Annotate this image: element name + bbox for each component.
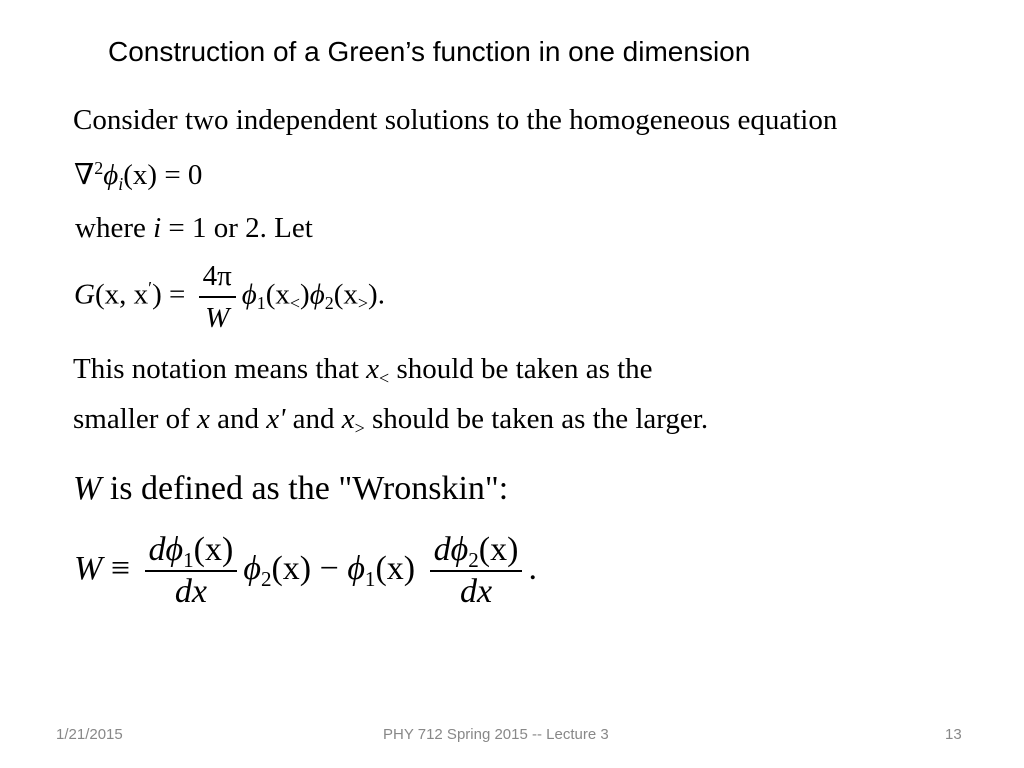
notation-tail: should be taken as the: [396, 353, 653, 385]
wronskian-heading: [73, 467, 508, 511]
footer-course: PHY 712 Spring 2015 -- Lecture 3: [383, 726, 609, 743]
phi2-arg: (x) −: [271, 549, 339, 587]
exponent: 2: [94, 158, 104, 179]
prime-mark: ′: [148, 277, 153, 298]
phi2-close: ).: [368, 278, 385, 311]
index-rest: = 1 or 2. Let: [168, 212, 313, 244]
phi-symbol: ϕ: [103, 159, 119, 191]
footer-page-number: 13: [945, 726, 962, 743]
derivative-fraction-2: [430, 530, 523, 612]
phi2-subscript: 2: [260, 566, 272, 591]
wronskian-equation: [74, 530, 537, 612]
laplace-equation: [74, 156, 202, 194]
phi1-close: ): [300, 278, 310, 311]
prefactor-fraction: [199, 256, 236, 338]
greater-subscript: >: [354, 417, 365, 438]
notation-text-2: [73, 400, 708, 438]
phi1-subscript: 1: [364, 566, 376, 591]
and-word-1: and: [217, 403, 260, 435]
derivative-numerator-1: $d\phi_1(x)$: [148, 531, 234, 572]
derivative-denominator-2: dx: [459, 573, 493, 610]
greater-subscript: >: [357, 293, 369, 314]
x-less: x: [366, 353, 380, 385]
phi2-symbol: ϕ: [309, 278, 325, 311]
footer-date: 1/21/2015: [56, 726, 123, 743]
notation-lead: This notation means that: [73, 353, 359, 385]
phi2-subscript: 2: [324, 293, 334, 314]
G-equals: ) =: [152, 278, 186, 311]
derivative-denominator-1: dx: [174, 573, 207, 610]
wronskian-text: is defined as the "Wronskin":: [101, 470, 509, 507]
less-subscript: <: [379, 367, 390, 388]
green-function-equation: [74, 256, 385, 338]
phi1-arg: (x: [265, 278, 290, 311]
x-greater: x: [341, 403, 355, 435]
larger-tail: should be taken as the larger.: [371, 403, 709, 435]
phi1-subscript: 1: [256, 293, 266, 314]
phi2-arg: (x: [333, 278, 358, 311]
and-word-2: and: [292, 403, 335, 435]
x-prime-symbol: x': [266, 403, 286, 435]
derivative-numerator-2: $d\phi_2(x)$: [433, 531, 519, 572]
index-i: i: [153, 212, 162, 244]
prefactor-denominator: W: [205, 302, 230, 334]
smaller-lead: smaller of: [73, 403, 190, 435]
prefactor-numerator: 4π: [202, 260, 232, 292]
W-symbol: W: [73, 470, 102, 507]
where-word: where: [75, 212, 146, 244]
phi2-symbol: ϕ: [243, 549, 261, 587]
equiv-symbol: ≡: [110, 549, 131, 587]
slide-title: Construction of a Green’s function in one dimension: [108, 36, 751, 67]
final-period: .: [528, 549, 537, 587]
phi1-symbol: ϕ: [347, 549, 365, 587]
W-lhs: W: [74, 549, 103, 587]
index-text: [75, 209, 313, 247]
phi1-symbol: ϕ: [241, 278, 257, 311]
subscript-i: i: [118, 173, 124, 194]
intro-text: Consider two independent solutions to the homogeneous equation: [73, 104, 838, 136]
G-symbol: G: [74, 278, 95, 311]
phi1-arg: (x): [375, 549, 416, 587]
derivative-fraction-1: [145, 530, 238, 612]
notation-text-1: [73, 350, 653, 388]
G-args: (x, x: [94, 278, 149, 311]
nabla-symbol: ∇: [74, 159, 95, 191]
x-symbol: x: [197, 403, 210, 435]
less-subscript: <: [289, 293, 301, 314]
equation-rhs: (x) = 0: [123, 159, 203, 191]
